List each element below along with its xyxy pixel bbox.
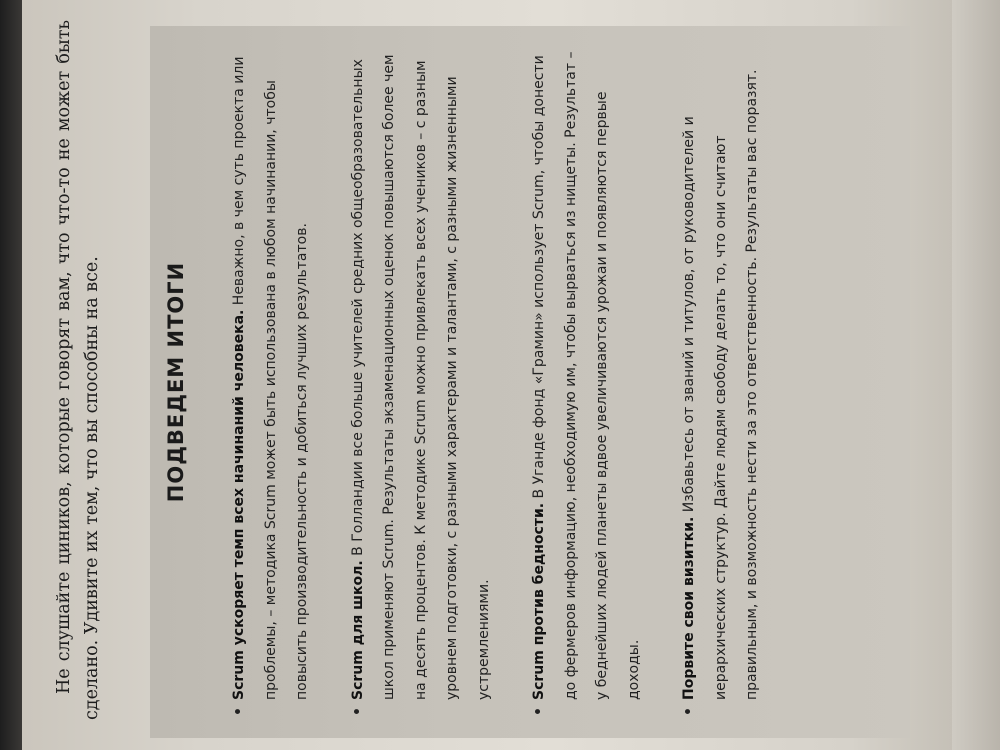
list-item — [674, 48, 769, 716]
item-text: В Голландии все больше учителей средних общеобразовательных школ применяют Scrum. Результаты экзаменационных оценок повышаются более чем на десять процентов. К методике Scrum можно привлекать всех учеников – с разным уровнем подготовки, с разными характерами и талантами, с разными жизненными устремлениями. — [349, 54, 492, 700]
item-text: В Уганде фонд «Грамин» использует Scrum, чтобы донести до фермеров информацию, необходимую им, чтобы вырваться из нищеты. Результат – у беднейших людей планеты вдвое увеличиваются урожаи и появляются первые доходы. — [531, 51, 642, 700]
summary-title: ПОДВЕДЕМ ИТОГИ — [164, 261, 188, 503]
item-lead: Scrum для школ. — [349, 560, 366, 700]
list-item — [524, 48, 650, 716]
item-text: Избавьтесь от званий и титулов, от руководителей и иерархических структур. Дайте людям свободу делать то, что они считают правильным, и возможность нести за это ответственность. Результаты вас поразят. — [681, 69, 760, 700]
item-lead: Порвите свои визитки. — [681, 516, 697, 700]
item-text: Неважно, в чем суть проекта или проблемы, – методика Scrum может быть использована в любом начинании, чтобы повысить производительность и добиться лучших результатов. — [231, 56, 310, 700]
list-item — [343, 48, 501, 716]
item-lead: Scrum против бедности. — [531, 502, 547, 700]
intro-paragraph: Не слушайте циников, которые говорят вам, что что-то не может быть сделано. Удивите их тем, что вы способны на все. — [53, 20, 102, 720]
list-item — [224, 48, 319, 716]
summary-list — [224, 48, 793, 716]
summary-box — [150, 26, 910, 738]
item-lead: Scrum ускоряет темп всех начинаний человека. — [231, 309, 247, 700]
